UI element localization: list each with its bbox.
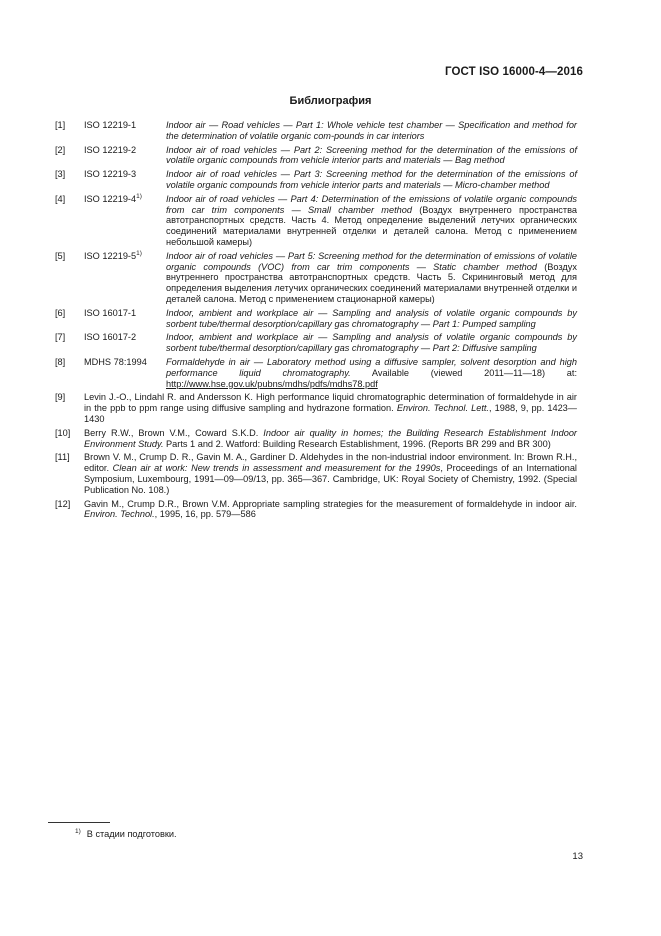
footnote-divider [48, 822, 110, 823]
bibliography-entry [55, 308, 577, 330]
footnote [75, 829, 177, 839]
standard-code-text: ISO 12219-4 [84, 193, 137, 204]
bibliography-entry [55, 145, 577, 167]
standard-code-text: ISO 16017-1 [84, 307, 137, 318]
entry-number: [6] [55, 307, 66, 318]
entry-number: [12] [55, 498, 71, 509]
reference-text-part: Indoor air of road vehicles — Part 3: Screening method for the determination of the emissions of volatile organic compounds from vehicle interior parts and materials — Micro-chamber method [166, 169, 577, 190]
page-number: 13 [572, 851, 583, 862]
standard-code-text: ISO 12219-2 [84, 144, 137, 155]
standard-code-text: ISO 12219-1 [84, 120, 137, 130]
bibliography-list [55, 120, 577, 523]
standard-code [84, 145, 166, 167]
standard-code [84, 169, 166, 191]
reference-text-part: , Proceedings of an International Symposium, Luxembourg, 1991—09—09/13, pp. 365—367. Cambridge, UK: Royal Society of Chemistry, 1992. (Special Publication No. 108.) [84, 463, 577, 495]
entry-number: [7] [55, 332, 66, 343]
reference-text-part: Available (viewed 2011—11—18) at: [350, 367, 577, 378]
reference-text-part: Brown V. M., Crump D. R., Gavin M. A., Gardiner D. Aldehydes in the non-industrial indoor environment. In: Brown R.H., editor. [84, 452, 577, 474]
standard-code [84, 332, 166, 354]
reference-description [166, 169, 577, 191]
reference-text-part: Environ. Technol. [84, 509, 155, 520]
entry-number: [5] [55, 250, 66, 261]
bibliography-entry [55, 120, 577, 142]
entry-number: [1] [55, 120, 66, 130]
reference-description [166, 332, 577, 354]
reference-description [166, 308, 577, 330]
bibliography-entry [55, 332, 577, 354]
entry-number: [8] [55, 356, 66, 367]
standard-code [84, 357, 166, 389]
page-title: Библиография [289, 95, 372, 107]
reference-text-part: , 1988, 9, pp. 1423—1430 [84, 403, 577, 424]
reference-text-part: (Воздух внутреннего пространства автотранспортных средств. Часть 4. Метод определение выделений летучих органических соединений материалами внутренней отделки и деталей салона. Метод с применением небольшой камеры) [166, 204, 577, 247]
reference-link[interactable]: http://www.hse.gov.uk/pubns/mdhs/pdfs/mdhs78.pdf [166, 378, 378, 389]
bibliography-entry [55, 452, 577, 495]
standard-code-text: ISO 12219-3 [84, 169, 137, 180]
bibliography-entry [55, 251, 577, 305]
standard-code-text: ISO 12219-5 [84, 250, 137, 261]
reference-text-part: Indoor air quality in homes; the Building Research Establishment Indoor Environment Study. [84, 427, 577, 449]
footnote-marker: 1) [136, 249, 142, 257]
standard-code [84, 120, 166, 142]
standard-code [84, 194, 166, 248]
standard-code [84, 251, 166, 305]
reference-text-part: Berry R.W., Brown V.M., Coward S.K.D. [84, 427, 264, 438]
footnote-mark: 1) [75, 827, 81, 835]
entry-number: [11] [55, 452, 70, 463]
reference-description [166, 357, 577, 389]
bibliography-entry [55, 169, 577, 191]
reference-text-part: Indoor, ambient and workplace air — Sampling and analysis of volatile organic compounds by sorbent tube/thermal desorption/capillary gas chromatography — Part 2: Diffusive sampling [166, 332, 577, 354]
reference-text-part: Indoor, ambient and workplace air — Sampling and analysis of volatile organic compounds by sorbent tube/thermal desorption/capillary gas chromatography — Part 1: Pumped sampling [166, 307, 577, 329]
reference-text-part: Gavin M., Crump D.R., Brown V.M. Appropriate sampling strategies for the measurement of formaldehyde in indoor air. [84, 498, 577, 509]
standard-code [84, 308, 166, 330]
entry-number: [9] [55, 392, 66, 403]
bibliography-entry [55, 392, 577, 424]
reference-text-part: Parts 1 and 2. Watford: Building Research Establishment, 1996. (Reports BR 299 and BR 300) [163, 438, 551, 449]
reference-description [166, 120, 577, 142]
document-header: ГОСТ ISO 16000-4—2016 [445, 66, 583, 78]
reference-text-part: Levin J.-O., Lindahl R. and Andersson K. High performance liquid chromatographic determination of formaldehyde in air in the ppb to ppm range using diffusive sampling and hydrazone formation. [84, 392, 577, 414]
footnote-text: В стадии подготовки. [86, 829, 177, 839]
reference-description [166, 145, 577, 167]
reference-text-part: Indoor air of road vehicles — Part 4: Determination of the emissions of volatile organic compounds from car trim components — Small chamber method [166, 193, 577, 215]
reference-text-part: Indoor air of road vehicles — Part 5: Screening method for the determination of emissions of volatile organic compounds (VOC) from car trim components — Static chamber method [166, 250, 577, 272]
entry-number: [4] [55, 193, 66, 204]
entry-number: [10] [55, 427, 71, 438]
entry-number: [2] [55, 144, 66, 155]
bibliography-entry [55, 428, 577, 450]
standard-code-text: MDHS 78:1994 [84, 356, 147, 367]
reference-description [166, 194, 577, 248]
reference-text-part: , 1995, 16, pp. 579—586 [154, 509, 256, 520]
reference-citation [84, 452, 577, 495]
footnote-marker: 1) [136, 192, 142, 200]
bibliography-entry [55, 357, 577, 389]
reference-text-part: Indoor air — Road vehicles — Part 1: Whole vehicle test chamber — Specification and method for the determination of volatile organic com-pounds in car interiors [166, 120, 577, 141]
bibliography-entry [55, 194, 577, 248]
reference-text-part: Environ. Technol. Lett. [396, 403, 489, 414]
reference-description [166, 251, 577, 305]
reference-text-part: Formaldehyde in air — Laboratory method using a diffusive sampler, solvent desorption and high performance liquid chromatography. [166, 356, 577, 378]
entry-number: [3] [55, 169, 66, 180]
bibliography-entry [55, 499, 577, 521]
reference-citation [84, 499, 577, 521]
reference-text-part: (Воздух внутреннего пространства автотранспортных средств. Часть 5. Скрининговый метод для определения выделения летучих органических соединений материалами внутренней отделки и деталей салона. Метод с применением стационарной камеры) [166, 261, 577, 304]
reference-citation [84, 428, 577, 450]
standard-code-text: ISO 16017-2 [84, 332, 137, 343]
reference-text-part: Clean air at work: New trends in assessment and measurement for the 1990s [112, 463, 441, 474]
reference-text-part: Indoor air of road vehicles — Part 2: Screening method for the determination of the emissions of volatile organic compounds from vehicle interior parts and materials — Bag method [166, 144, 577, 166]
reference-citation [84, 392, 577, 424]
